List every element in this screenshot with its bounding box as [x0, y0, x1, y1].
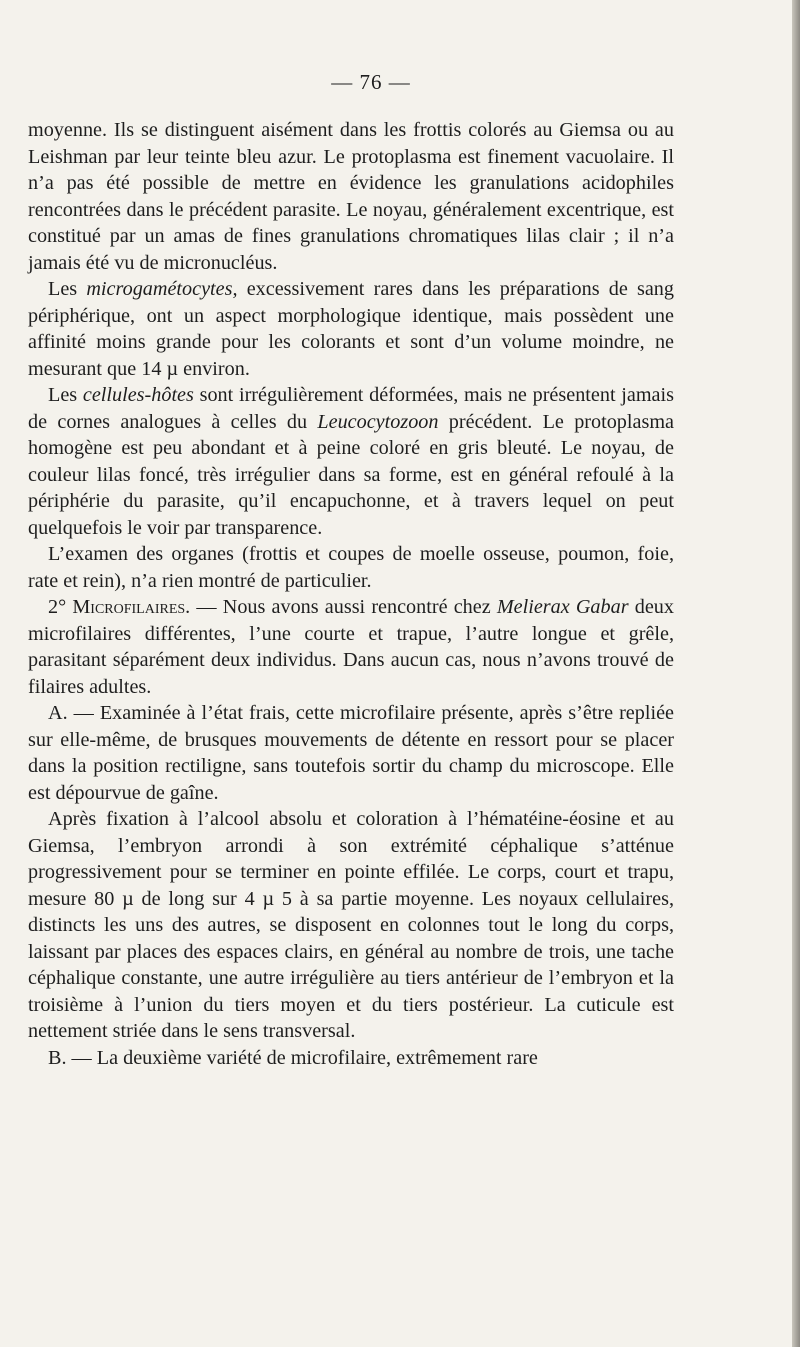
text-run: A. — Examinée à l’état frais, cette microfilaire présente, après s’être repliée sur elle-même, de brusques mouvements de détente en ressort pour se placer dans la position rectiligne, sans toutefois sortir du champ du microscope. Elle est dépourvue de gaîne. — [28, 702, 674, 804]
italic-term: Melierax Gabar — [496, 596, 629, 618]
text-run: excessivement rares dans les préparations de sang périphérique, ont un aspect morphologique identique, mais possèdent une affinité moins grande pour les colorants et sont d’un volume moindre, ne mesurant que 14 µ environ. — [28, 278, 674, 380]
text-run: Après fixation à l’alcool absolu et coloration à l’hématéine-éosine et au Giemsa, l’embryon arrondi à son extrémité céphalique s’atténue progressivement pour se terminer en pointe effilée. Le corps, court et trapu, mesure 80 µ de long sur 4 µ 5 à sa partie moyenne. Les noyaux cellulaires, distincts les uns des autres, se disposent en colonnes tout le long du corps, laissant par places des espaces clairs, en général au nombre de trois, une tache céphalique constante, une autre irrégulière au tiers antérieur de l’embryon et la troisième à l’union du tiers moyen et du tiers postérieur. La cuticule est nettement striée dans le sens transversal. — [28, 808, 674, 1042]
text-run: B. — La deuxième variété de microfilaire, extrêmement rare — [48, 1046, 538, 1069]
section-heading: Microfilaires. — [72, 596, 191, 618]
text-run: — Nous avons aussi rencontré chez — [190, 596, 497, 618]
text-run: Les — [48, 384, 83, 406]
text-run: 2° — [48, 596, 73, 618]
paragraph-p3 — [28, 382, 674, 541]
text-run: moyenne. Ils se distinguent aisément dans les frottis colorés au Giemsa ou au Leishman par leur teinte bleu azur. Le protoplasma est finement vacuolaire. Il n’a pas été possible de mettre en évidence les granulations acidophiles rencontrées dans le précédent parasite. Le noyau, généralement excentrique, est constitué par un amas de fines granulations chromatiques lilas clair ; il n’a jamais été vu de micronucléus. — [28, 119, 674, 274]
text-run: sont irrégulièrement déformées, mais ne présentent jamais de cornes analogues à celles du — [28, 384, 674, 433]
page-number: — 76 — — [331, 70, 411, 94]
text-run: Les — [48, 278, 87, 300]
paragraph-p7 — [28, 806, 674, 1045]
italic-term: microgamétocytes, — [86, 278, 238, 300]
paragraph-p5 — [28, 594, 674, 700]
italic-term: Leucocytozoon — [317, 410, 439, 433]
paragraph-p1 — [28, 117, 674, 276]
paragraph-p6 — [28, 700, 674, 806]
paragraph-p8 — [28, 1045, 674, 1072]
paragraph-p4 — [28, 541, 674, 594]
book-page — [28, 70, 674, 1071]
italic-term: cellules-hôtes — [82, 384, 194, 406]
page-edge-shadow — [792, 0, 800, 1347]
text-run: deux microfilaires différentes, l’une courte et trapue, l’autre longue et grêle, parasitant séparément deux individus. Dans aucun cas, nous n’avons trouvé de filaires adultes. — [28, 596, 674, 698]
body-text — [28, 117, 674, 1071]
text-run: précédent. Le protoplasma homogène est peu abondant et à peine coloré en gris bleuté. Le noyau, de couleur lilas foncé, très irrégulier dans sa forme, est en général refoulé à la périphérie du parasite, qu’il encapuchonne, et à travers lequel on peut quelquefois le voir par transparence. — [28, 410, 674, 539]
paragraph-p2 — [28, 276, 674, 382]
text-run: L’examen des organes (frottis et coupes de moelle osseuse, poumon, foie, rate et rein), n’a rien montré de particulier. — [28, 543, 674, 592]
